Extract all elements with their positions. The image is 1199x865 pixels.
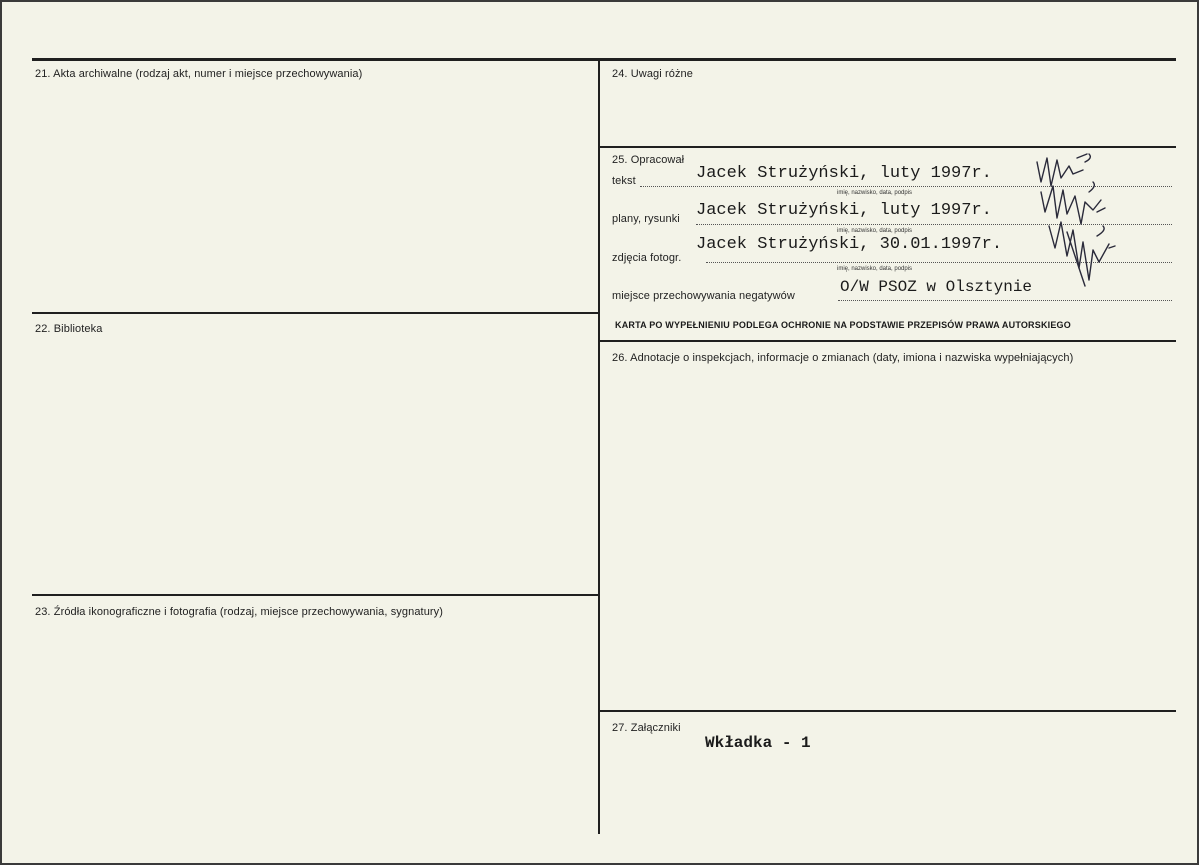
section-25-label: 25. Opracował (612, 154, 685, 166)
top-rule (32, 58, 1176, 61)
plany-caption: imię, nazwisko, data, podpis (837, 228, 913, 234)
zdjecia-caption: imię, nazwisko, data, podpis (837, 266, 913, 272)
tekst-label: tekst (612, 175, 636, 187)
tekst-caption: imię, nazwisko, data, podpis (837, 190, 913, 196)
plany-rysunki-label: plany, rysunki (612, 213, 680, 225)
section-24-label: 24. Uwagi różne (612, 68, 693, 80)
section-27-label: 27. Załączniki (612, 722, 681, 734)
vertical-divider (598, 60, 600, 834)
section-26-label: 26. Adnotacje o inspekcjach, informacje o zmianach (daty, imiona i nazwiska wypełniających) (612, 352, 1074, 364)
section-21-label: 21. Akta archiwalne (rodzaj akt, numer i miejsce przechowywania) (35, 68, 363, 80)
zdjecia-value: Jacek Strużyński, 30.01.1997r. (696, 235, 1003, 254)
rule-after-24 (599, 146, 1176, 148)
tekst-value: Jacek Strużyński, luty 1997r. (696, 164, 992, 183)
handwritten-signature (1027, 152, 1117, 292)
rule-after-21 (32, 312, 599, 314)
rule-after-26 (599, 710, 1176, 712)
copyright-notice: KARTA PO WYPEŁNIENIU PODLEGA OCHRONIE NA PODSTAWIE PRZEPISÓW PRAWA AUTORSKIEGO (615, 320, 1071, 330)
negatywy-value: O/W PSOZ w Olsztynie (840, 278, 1033, 296)
rule-after-25 (599, 340, 1176, 342)
rule-after-22 (32, 594, 599, 596)
section-22-label: 22. Biblioteka (35, 323, 103, 335)
negatywy-label: miejsce przechowywania negatywów (612, 290, 795, 302)
section-23-label: 23. Źródła ikonograficzne i fotografia (rodzaj, miejsce przechowywania, sygnatury) (35, 606, 444, 618)
plany-rysunki-value: Jacek Strużyński, luty 1997r. (696, 201, 992, 220)
negatywy-dotted-line (838, 300, 1172, 301)
zdjecia-label: zdjęcia fotogr. (612, 252, 682, 264)
zalaczniki-value: Wkładka - 1 (705, 734, 811, 752)
